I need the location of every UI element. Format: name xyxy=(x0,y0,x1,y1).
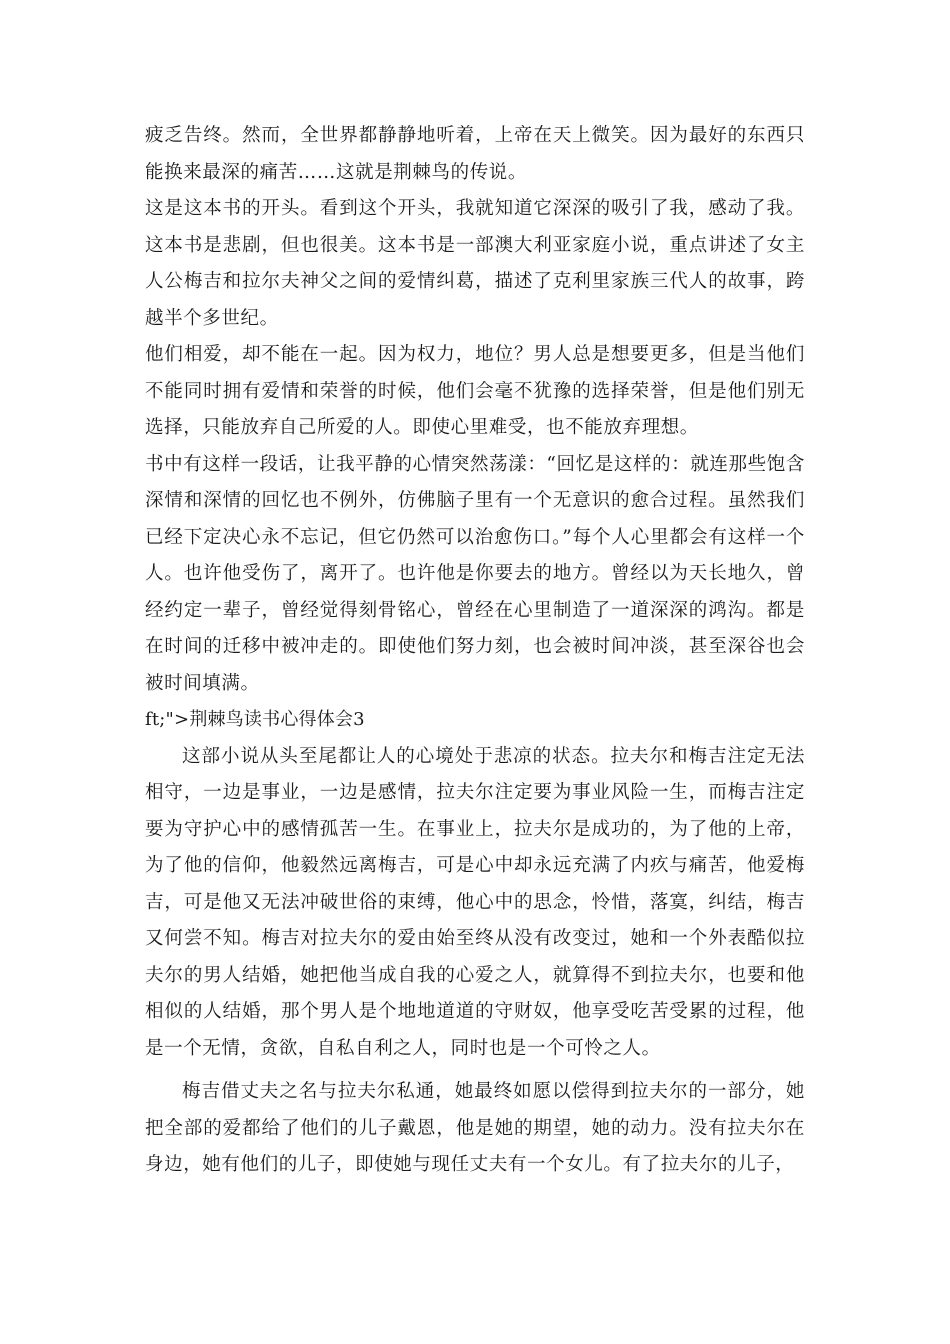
paragraph-love-and-honor: 他们相爱，却不能在一起。因为权力，地位？男人总是想要更多，但是当他们不能同时拥有爱情和荣誉的时候，他们会毫不犹豫的选择荣誉，但是他们别无选择，只能放弃自己所爱的人。即使心里难受，也不能放弃理想。 xyxy=(145,344,805,438)
document-page xyxy=(145,118,805,1184)
paragraph-section-body-2: 梅吉借丈夫之名与拉夫尔私通，她最终如愿以偿得到拉夫尔的一部分，她把全部的爱都给了他们的儿子戴恩，他是她的期望，她的动力。没有拉夫尔在身边，她有他们的儿子，即使她与现任丈夫有一个女儿。有了拉夫尔的儿子， xyxy=(145,1081,805,1175)
section-heading: ft;">荆棘鸟读书心得体会3 xyxy=(145,709,365,730)
paragraph-legend-ending: 疲乏告终。然而，全世界都静静地听着，上帝在天上微笑。因为最好的东西只能换来最深的痛苦……这就是荆棘鸟的传说。 xyxy=(145,125,805,183)
paragraph-section-body-1: 这部小说从头至尾都让人的心境处于悲凉的状态。拉夫尔和梅吉注定无法相守，一边是事业，一边是感情，拉夫尔注定要为事业风险一生，而梅吉注定要为守护心中的感情孤苦一生。在事业上，拉夫尔是成功的，为了他的上帝，为了他的信仰，他毅然远离梅吉，可是心中却永远充满了内疚与痛苦，他爱梅吉，可是他又无法冲破世俗的束缚，他心中的思念，怜惜，落寞，纠结，梅吉又何尝不知。梅吉对拉夫尔的爱由始至终从没有改变过，她和一个外表酷似拉夫尔的男人结婚，她把他当成自我的心爱之人，就算得不到拉夫尔，也要和他相似的人结婚，那个男人是个地地道道的守财奴，他享受吃苦受累的过程，他是一个无情，贪欲，自私自利之人，同时也是一个可怜之人。 xyxy=(145,745,805,1059)
paragraph-book-opening: 这是这本书的开头。看到这个开头，我就知道它深深的吸引了我，感动了我。这本书是悲剧，但也很美。这本书是一部澳大利亚家庭小说，重点讲述了女主人公梅吉和拉尔夫神父之间的爱情纠葛，描述了克利里家族三代人的故事，跨越半个多世纪。 xyxy=(145,198,805,329)
paragraph-memory-quote: 书中有这样一段话，让我平静的心情突然荡漾：“回忆是这样的：就连那些饱含深情和深情的回忆也不例外，仿佛脑子里有一个无意识的愈合过程。虽然我们已经下定决心永不忘记，但它仍然可以治愈伤口。”每个人心里都会有这样一个人。也许他受伤了，离开了。也许他是你要去的地方。曾经以为天长地久，曾经约定一辈子，曾经觉得刻骨铭心，曾经在心里制造了一道深深的鸿沟。都是在时间的迁移中被冲走的。即使他们努力刻，也会被时间冲淡，甚至深谷也会被时间填满。 xyxy=(145,453,805,694)
